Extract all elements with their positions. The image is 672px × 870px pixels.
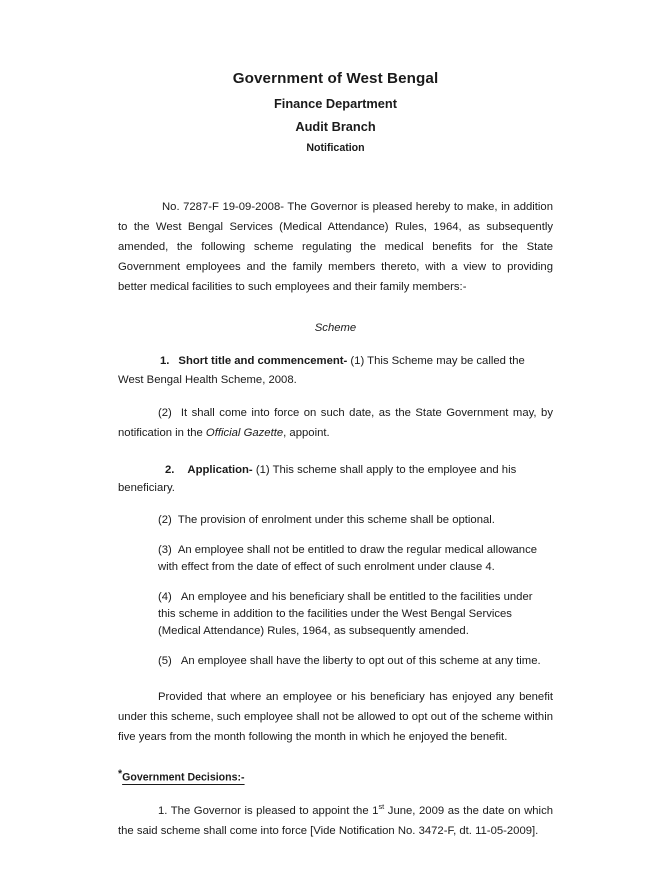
section-2-clause-1-text: (1) This scheme shall apply to the employee and his beneficiary.: [118, 464, 517, 495]
scheme-heading: Scheme: [314, 322, 357, 335]
department-title: Finance Department: [273, 95, 398, 111]
clause-text: An employee shall have the liberty to opt out of this scheme at any time.: [180, 655, 541, 668]
document-content: [118, 0, 553, 853]
decision-1-paragraph: [118, 802, 553, 841]
notification-label: Notification: [306, 142, 365, 155]
section-2-clause-1: [118, 461, 553, 498]
section-2-clause-2: [158, 512, 553, 529]
decision-1-text-a: 1. The Governor is pleased to appoint the 1: [158, 805, 379, 818]
clause-label: (4): [158, 591, 172, 604]
branch-title: Audit Branch: [295, 118, 376, 134]
clause-label: (2): [158, 513, 172, 526]
section-2-number: 2.: [165, 464, 175, 477]
section-1-clause-1-text: (1) This Scheme may be called the West Bengal Health Scheme, 2008.: [118, 355, 525, 386]
government-decisions-label: Government Decisions:-: [122, 771, 245, 784]
section-1-number: 1.: [160, 355, 170, 368]
proviso-paragraph: Provided that where an employee or his beneficiary has enjoyed any benefit under this scheme, such employee shall not be allowed to opt out of the scheme within five years from the month following the month in which he enjoyed the benefit.: [118, 690, 553, 744]
section-2-clause-5: [158, 653, 553, 670]
official-gazette-italic: Official Gazette: [205, 427, 284, 440]
section-1-clause-2: [118, 403, 553, 443]
section-2-heading: Application-: [187, 464, 253, 477]
section-1-clause-1: [118, 352, 553, 389]
document-header: [118, 0, 553, 157]
section-1-clause-2-text-b: , appoint.: [283, 427, 330, 440]
clause-label: (3): [158, 544, 172, 557]
clause-label: (5): [158, 655, 172, 668]
section-2-clause-3: [158, 542, 553, 575]
clause-text: An employee and his beneficiary shall be entitled to the facilities under this scheme in addition to the facilities under the West Bengal Services (Medical Attendance) Rules, 1964, as subsequently amended.: [158, 591, 533, 637]
page-title: Government of West Bengal: [232, 70, 439, 87]
section-1-clause-2-number: (2): [158, 406, 172, 419]
government-decisions-heading: [118, 767, 553, 786]
ordinal-superscript: st: [378, 802, 385, 812]
section-1-clause-2-text-a: It shall come into force on such date, as the State Government may, by notification in the: [118, 406, 553, 440]
section-2-clause-4: [158, 589, 553, 639]
decision-1-text-b: June, 2009 as the date on which the said scheme shall come into force [Vide Notification No. 3472-F, dt. 11-05-2009].: [118, 805, 553, 838]
clause-text: The provision of enrolment under this scheme shall be optional.: [177, 513, 495, 526]
intro-paragraph: No. 7287-F 19-09-2008- The Governor is pleased hereby to make, in addition to the West Bengal Services (Medical Attendance) Rules, 1964, as subsequently amended, the following scheme regulating the medical benefits for the State Government employees and the family members thereto, with a view to providing better medical facilities to such employees and their family members:-: [118, 200, 553, 294]
section-1-heading: Short title and commencement-: [178, 355, 348, 368]
asterisk-marker: *: [118, 768, 123, 781]
clause-text: An employee shall not be entitled to draw the regular medical allowance with effect from the date of effect of such enrolment under clause 4.: [158, 544, 538, 573]
